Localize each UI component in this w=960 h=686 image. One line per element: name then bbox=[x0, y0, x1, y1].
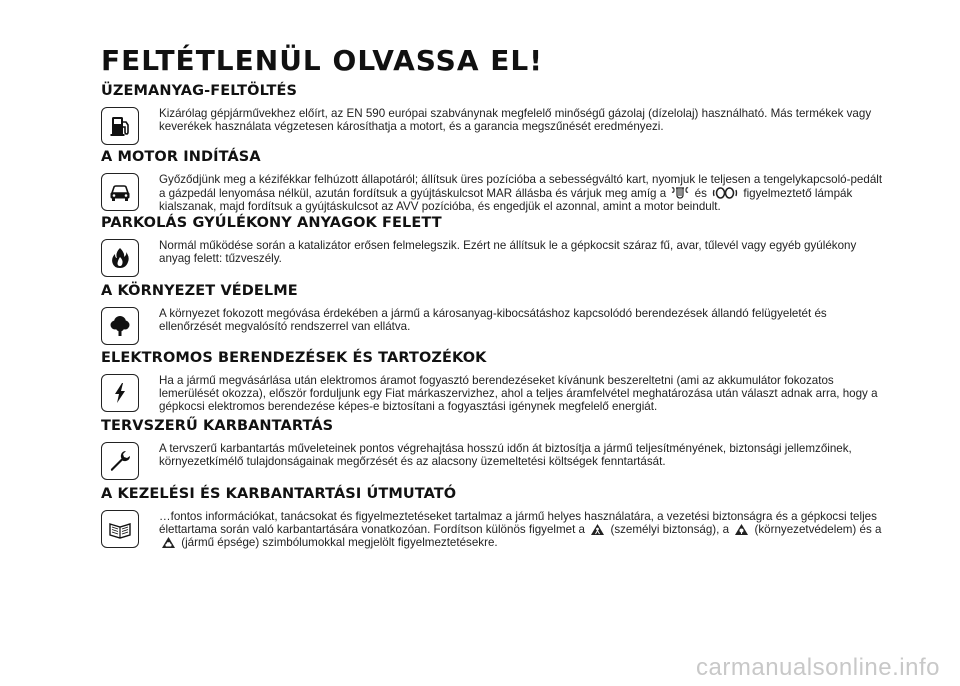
section-text: Ha a jármű megvásárlása után elektromos áramot fogyasztó berendezéseket kívánunk beszereltetni (ami az akkumulátor fokozatos lemerülését okozza), először forduljunk egy Fiat márkaszervizhez, ahol a teljes áramfelvétel meghatározása után választ adnak arra, hogy a gépkocsi elektromos berendezése képes-e biztosítani a fogyasztási igénynek megfelelő energiát. bbox=[159, 374, 878, 413]
page-title: FELTÉTLENÜL OLVASSA EL! bbox=[101, 44, 543, 77]
section-fuel bbox=[101, 82, 891, 133]
text-after: figyelmeztető lámpák kialszanak, majd fordítsuk a gyújtáskulcsot az AVV pozícióba, és engedjük el azonnal, amint a motor beindult. bbox=[159, 187, 853, 213]
vehicle-safety-warning-icon bbox=[161, 536, 176, 549]
section-heading: ÜZEMANYAG-FELTÖLTÉS bbox=[101, 83, 298, 99]
text-mid: és bbox=[694, 187, 707, 200]
text-vehicle: (jármű épsége) szimbólumokkal megjelölt figyelmeztetésekre. bbox=[181, 536, 498, 549]
section-heading: A KÖRNYEZET VÉDELME bbox=[101, 283, 298, 299]
section-manual bbox=[101, 485, 891, 549]
section-maintenance bbox=[101, 417, 891, 468]
section-heading: A KEZELÉSI ÉS KARBANTARTÁSI ÚTMUTATÓ bbox=[101, 486, 457, 502]
section-text: Kizárólag gépjárművekhez előírt, az EN 590 európai szabványnak megfelelő minőségű gázolaj (dízelolaj) használható. Más termékek vagy keverékek használata végzetesen károsíthatja a motort, és a garancia megszűnését eredményezi. bbox=[159, 107, 872, 133]
section-engine-start bbox=[101, 148, 891, 213]
section-heading: PARKOLÁS GYÚLÉKONY ANYAGOK FELETT bbox=[101, 215, 442, 231]
watermark: carmanualsonline.info bbox=[696, 654, 940, 681]
environment-warning-icon bbox=[734, 523, 749, 536]
fire-icon bbox=[101, 239, 139, 277]
text-personal: (személyi biztonság), a bbox=[610, 523, 730, 536]
section-parking bbox=[101, 214, 891, 265]
wrench-icon bbox=[101, 442, 139, 480]
section-heading: ELEKTROMOS BERENDEZÉSEK ÉS TARTOZÉKOK bbox=[101, 350, 487, 366]
fuel-pump-icon bbox=[101, 107, 139, 145]
lightning-icon bbox=[101, 374, 139, 412]
section-environment bbox=[101, 282, 891, 333]
tree-icon bbox=[101, 307, 139, 345]
section-heading: TERVSZERŰ KARBANTARTÁS bbox=[101, 418, 334, 434]
immobilizer-warning-icon bbox=[712, 186, 738, 200]
section-text bbox=[159, 173, 891, 213]
section-text: A környezet fokozott megóvása érdekében a jármű a károsanyag-kibocsátáshoz kapcsolódó berendezések állandó felügyeletét és ellenőrzését megvalósító rendszerrel van ellátva. bbox=[159, 307, 827, 333]
section-text bbox=[159, 510, 891, 549]
section-electrical bbox=[101, 349, 891, 413]
personal-safety-warning-icon bbox=[590, 523, 605, 536]
text-before: Győződjünk meg a kézifékkar felhúzott állapotáról; állítsuk üres pozícióba a sebességváltó kart, nyomjuk le teljesen a tengelykapcsoló-pedált a gázpedál lenyomása nélkül, azután fordítsuk a gyújtáskulcsot MAR állásba és várjuk meg amíg a bbox=[159, 173, 883, 200]
text-before: …fontos információkat, tanácsokat és figyelmeztetéseket tartalmaz a jármű helyes használatára, a vezetési biztonságra és a gépkocsi teljes élettartama során való karbantartására vonatkozóan. Fordítson különös figyelmet a bbox=[159, 510, 877, 536]
glow-plug-warning-icon bbox=[671, 186, 689, 200]
section-heading: A MOTOR INDÍTÁSA bbox=[101, 149, 261, 165]
car-front-icon bbox=[101, 173, 139, 211]
text-env: (környezetvédelem) és a bbox=[754, 523, 882, 536]
open-book-icon bbox=[101, 510, 139, 548]
section-text: Normál működése során a katalizátor erősen felmelegszik. Ezért ne állítsuk le a gépkocsit száraz fű, avar, tűlevél vagy egyéb gyúlékony anyag felett: tűzveszély. bbox=[159, 239, 857, 265]
section-text: A tervszerű karbantartás műveleteinek pontos végrehajtása hosszú időn át biztosítja a jármű teljesítményének, biztonsági jellemzőinek, környezetkímélő tulajdonságainak megőrzését és az alacsony üzemeltetési költségek fenntartását. bbox=[159, 442, 852, 468]
